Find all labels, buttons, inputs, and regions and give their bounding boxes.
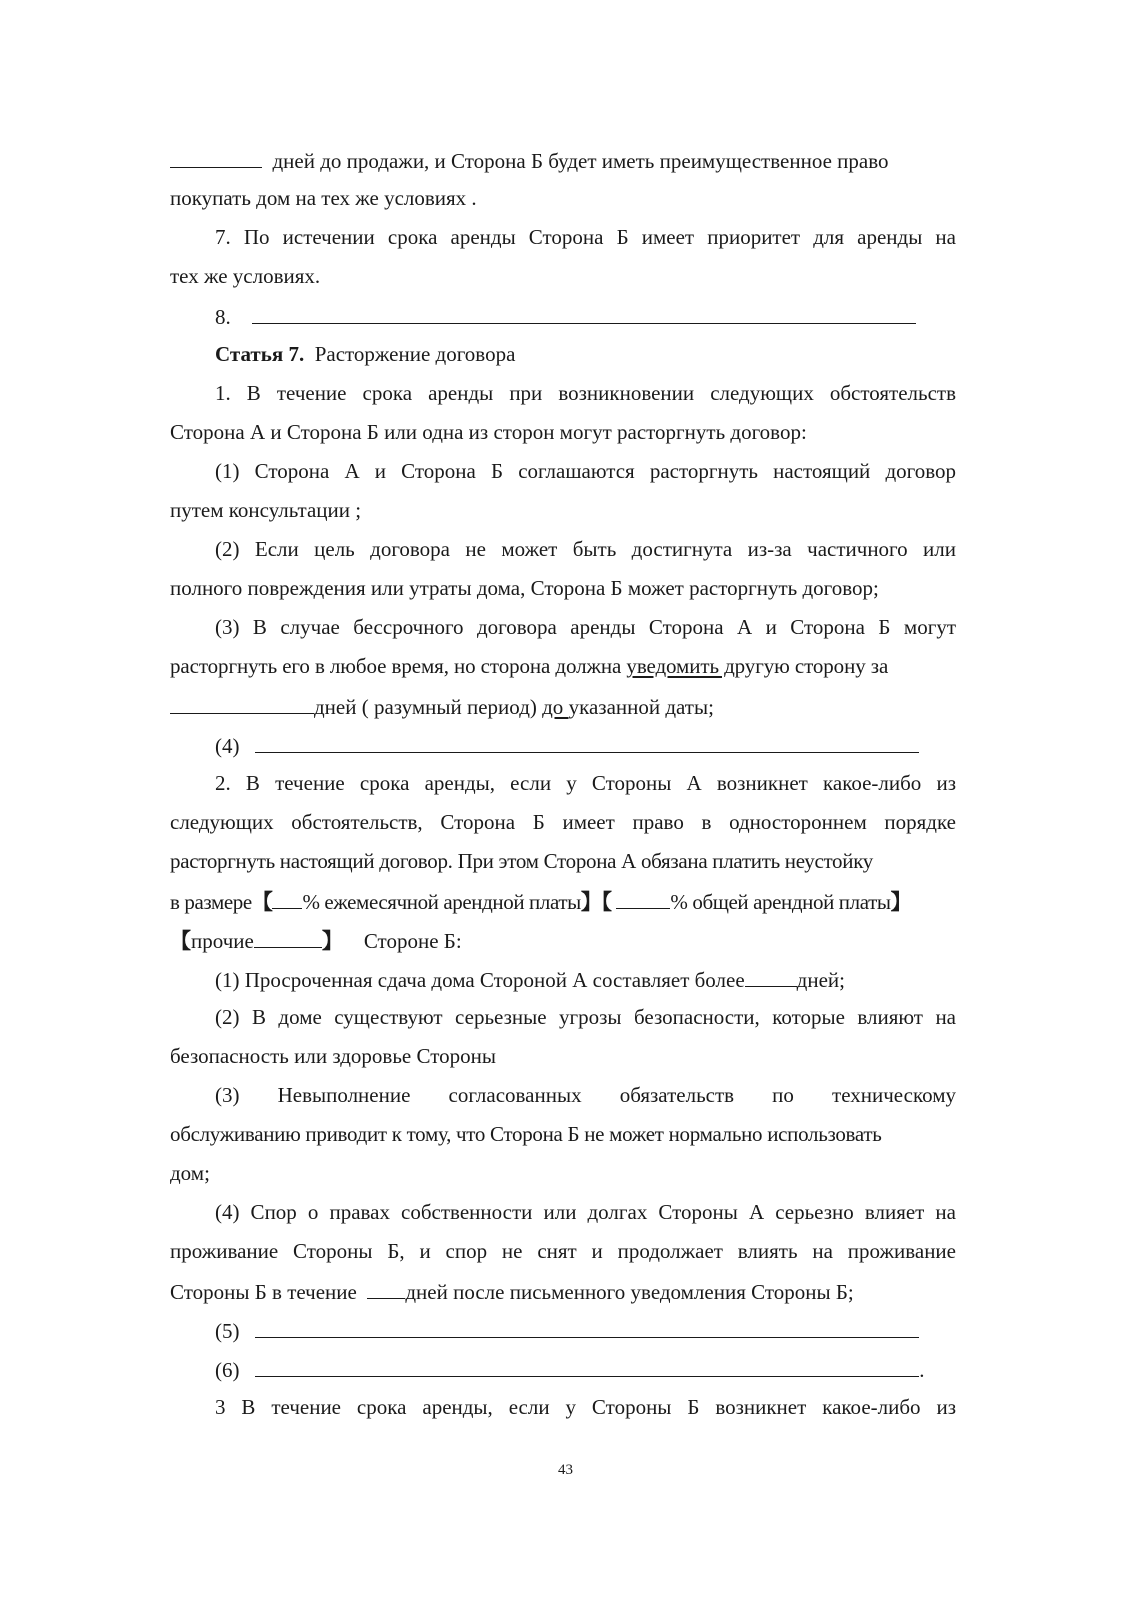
text-line: расторгнуть настоящий договор. При этом Сторона А обязана платить неустойку xyxy=(170,849,874,873)
blank-field xyxy=(272,886,302,909)
text-line: (1) Просроченная сдача дома Стороной А составляет более дней; xyxy=(215,964,956,992)
text-line: дней ( разумный период) до указанной даты; xyxy=(170,691,956,719)
text-line: расторгнуть его в любое время, но сторона должна уведомить другую сторону за xyxy=(170,654,889,678)
blank-field xyxy=(255,1354,919,1377)
text-line: 【прочие 】 Стороне Б: xyxy=(170,925,956,953)
text-line: проживание Стороны Б, и спор не снят и продолжает влиять на проживание xyxy=(170,1239,956,1263)
text-line: покупать дом на тех же условиях . xyxy=(170,186,477,210)
blank-field xyxy=(170,691,314,714)
text-line: полного повреждения или утраты дома, Сторона Б может расторгнуть договор; xyxy=(170,576,879,600)
blank-field xyxy=(255,1315,919,1338)
text-line: 3 В течение срока аренды, если у Стороны Б возникнет какое-либо из xyxy=(215,1395,956,1419)
text-line: следующих обстоятельств, Сторона Б имеет право в одностороннем порядке xyxy=(170,810,956,834)
blank-field xyxy=(252,301,916,324)
text-line: тех же условиях. xyxy=(170,264,321,288)
clause-4: (4) xyxy=(215,730,956,758)
clause-8: 8. xyxy=(215,301,956,329)
penalty-line: в размере【 % ежемесячной арендной платы】【 % общей арендной платы】 xyxy=(170,886,956,914)
text-line: (3) В случае бессрочного договора аренды Сторона А и Сторона Б могут xyxy=(215,615,956,639)
text-line: (1) Сторона А и Сторона Б соглашаются расторгнуть настоящий договор xyxy=(215,459,956,483)
blank-field xyxy=(745,964,797,987)
page-number: 43 xyxy=(558,1462,573,1478)
text-line: путем консультации ; xyxy=(170,498,362,522)
text-line: 7. По истечении срока аренды Сторона Б имеет приоритет для аренды на xyxy=(215,225,956,249)
text-line: 2. В течение срока аренды, если у Стороны А возникнет какое-либо из xyxy=(215,771,956,795)
text-line: (2) В доме существуют серьезные угрозы безопасности, которые влияют на xyxy=(215,1005,956,1029)
text-line: безопасность или здоровье Стороны xyxy=(170,1044,496,1068)
text-line: дней до продажи, и Сторона Б будет иметь преимущественное право xyxy=(170,145,956,173)
text-line: 1. В течение срока аренды при возникновении следующих обстоятельств xyxy=(215,381,956,405)
text-line: Сторона А и Сторона Б или одна из сторон могут расторгнуть договор: xyxy=(170,420,807,444)
text-line: (2) Если цель договора не может быть достигнута из-за частичного или xyxy=(215,537,956,561)
clause-5: (5) xyxy=(215,1315,956,1343)
text-line: дом; xyxy=(170,1161,210,1185)
blank-field xyxy=(170,145,262,168)
blank-field xyxy=(254,925,322,948)
blank-field xyxy=(255,730,919,753)
article-heading: Статья 7. Расторжение договора xyxy=(215,342,516,366)
text-line: (3) Невыполнение согласованных обязательств по техническому xyxy=(215,1083,956,1107)
clause-6: (6) . xyxy=(215,1354,956,1382)
text-line: обслуживанию приводит к тому, что Сторона Б не может нормально использовать xyxy=(170,1122,882,1146)
blank-field xyxy=(367,1276,405,1299)
text-line: Стороны Б в течение дней после письменного уведомления Стороны Б; xyxy=(170,1276,956,1304)
blank-field xyxy=(616,886,670,909)
text-line: (4) Спор о правах собственности или долгах Стороны А серьезно влияет на xyxy=(215,1200,956,1224)
